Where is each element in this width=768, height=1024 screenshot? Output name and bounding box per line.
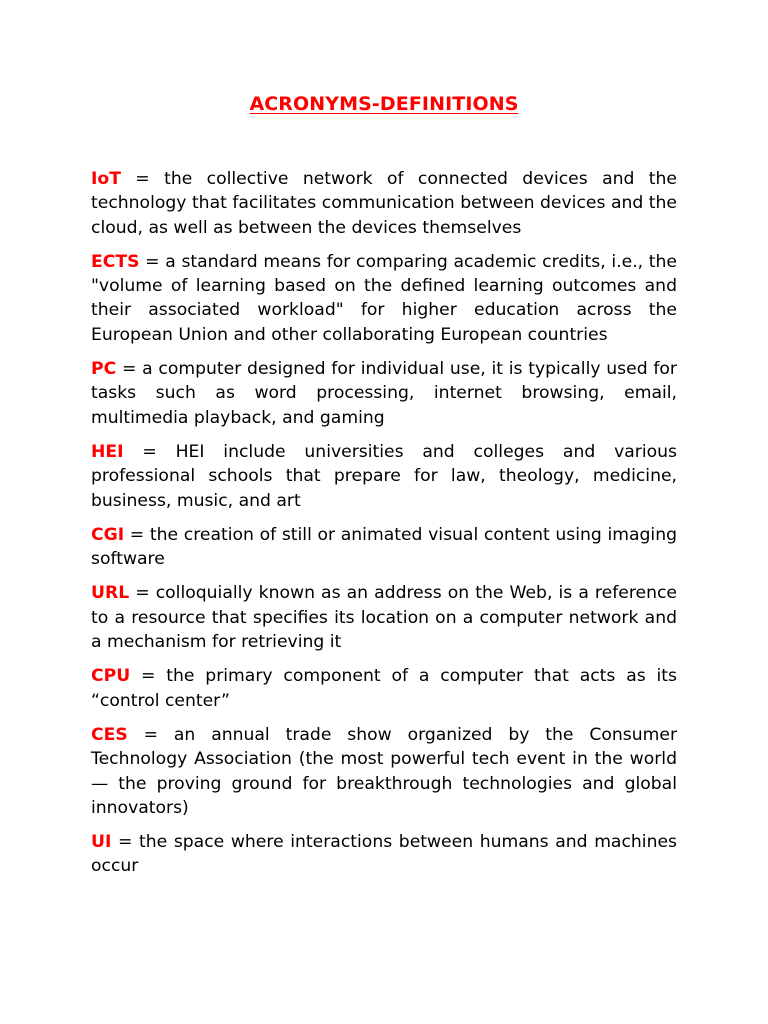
definition-text: an annual trade show organized by the Consumer Technology Association (the most powerful tech event in the world — the proving ground for breakthrough technologies and global innovators) xyxy=(91,724,678,818)
acronym-term: ECTS xyxy=(91,251,140,272)
acronym-term: PC xyxy=(91,359,117,380)
definition-item xyxy=(91,250,677,347)
definition-text: the primary component of a computer that acts as its “control center” xyxy=(91,666,678,711)
acronym-term: CES xyxy=(91,724,128,745)
definition-separator: = xyxy=(130,666,167,687)
definition-list xyxy=(91,167,677,889)
definition-text: the creation of still or animated visual content using imaging software xyxy=(91,524,678,570)
definition-separator: = xyxy=(123,441,176,462)
acronym-term: IoT xyxy=(91,169,121,189)
definition-separator: = xyxy=(124,524,150,545)
definition-text: the collective network of connected devices and the technology that facilitates communication between devices and the cloud, as well as between the devices themselves xyxy=(91,169,677,238)
acronym-term: URL xyxy=(91,583,130,604)
definition-item xyxy=(91,664,677,713)
definition-item xyxy=(91,830,677,879)
definition-text: a standard means for comparing academic credits, i.e., the "volume of learning based on the defined learning outcomes and their associated workload" for higher education across the European Union and other collaborating European countries xyxy=(91,251,678,345)
definition-separator: = xyxy=(129,583,156,604)
definition-item xyxy=(91,581,677,654)
acronym-term: UI xyxy=(91,832,112,853)
definition-item xyxy=(91,167,677,240)
definition-text: a computer designed for individual use, it is typically used for tasks such as word processing, internet browsing, email, multimedia playback, and gaming xyxy=(91,359,678,428)
definition-item xyxy=(91,357,677,430)
definition-item xyxy=(91,723,677,820)
acronym-term: CGI xyxy=(91,524,125,545)
definition-separator: = xyxy=(111,832,139,853)
definition-separator: = xyxy=(120,169,165,189)
definition-text: colloquially known as an address on the Web, is a reference to a resource that specifies its location on a computer network and a mechanism for retrieving it xyxy=(91,583,677,653)
acronym-term: HEI xyxy=(91,441,124,462)
definition-item xyxy=(91,523,677,572)
acronym-term: CPU xyxy=(91,666,131,687)
definition-separator: = xyxy=(127,724,174,745)
definition-separator: = xyxy=(116,359,143,380)
definition-item xyxy=(91,440,677,513)
definition-separator: = xyxy=(139,251,166,272)
definition-text: HEI include universities and colleges and various professional schools that prepare for law, theology, medicine, business, music, and art xyxy=(91,441,677,511)
definition-text: the space where interactions between humans and machines occur xyxy=(91,832,678,877)
page-title: ACRONYMS-DEFINITIONS xyxy=(249,93,519,115)
